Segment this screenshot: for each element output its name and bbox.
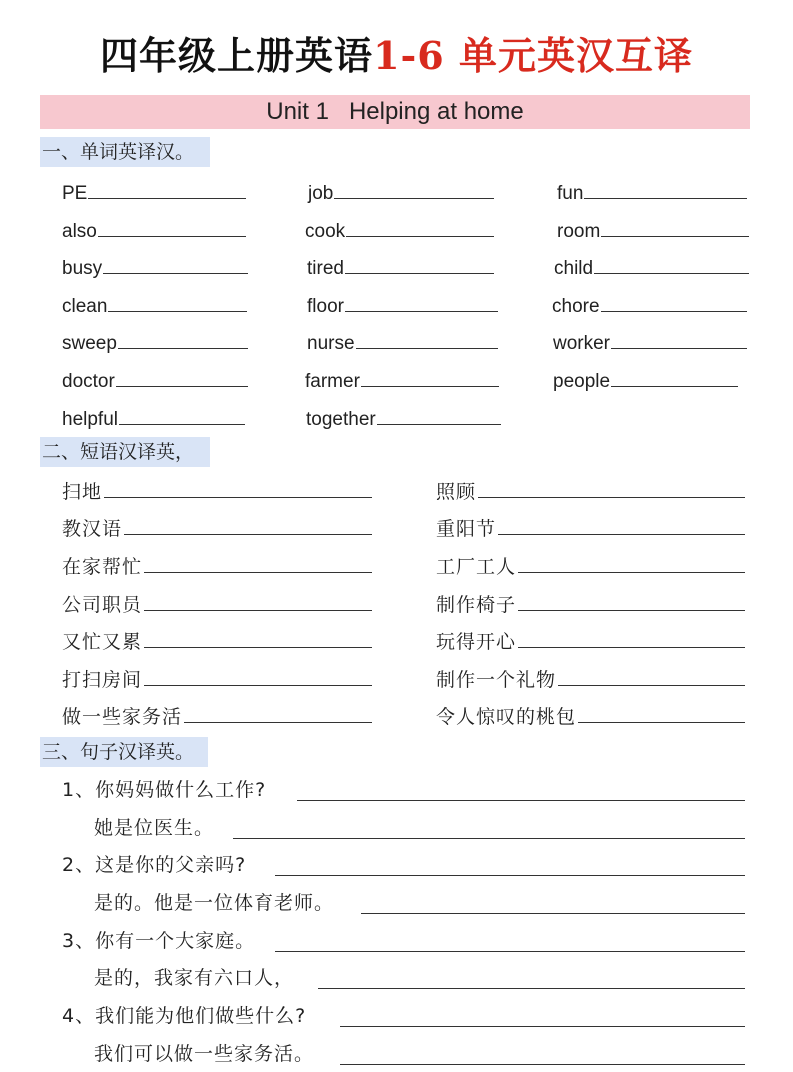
section-header-sentences: 三、句子汉译英。 <box>40 737 208 767</box>
phrase-label: 打扫房间 <box>62 669 143 691</box>
word-item <box>305 364 499 392</box>
phrase-item <box>62 700 372 730</box>
word-label: tired <box>307 258 344 279</box>
answer-line[interactable] <box>318 988 745 989</box>
word-label: sweep <box>62 333 117 354</box>
answer-blank[interactable] <box>584 176 747 199</box>
answer-blank[interactable] <box>478 475 745 498</box>
word-item <box>62 289 247 317</box>
phrase-item <box>62 512 372 542</box>
answer-blank[interactable] <box>104 475 372 498</box>
answer-blank[interactable] <box>184 700 372 723</box>
word-item <box>62 402 245 430</box>
word-item <box>62 364 248 392</box>
phrase-item <box>62 588 372 618</box>
word-item <box>62 214 246 242</box>
word-label: floor <box>307 296 344 317</box>
phrase-label: 制作一个礼物 <box>436 669 557 691</box>
answer-line[interactable] <box>297 800 745 801</box>
word-label: also <box>62 221 97 242</box>
word-item <box>308 176 494 204</box>
sentence-answer: 是的。他是一位体育老师。 <box>94 892 335 914</box>
word-label: nurse <box>307 333 355 354</box>
word-item <box>554 251 749 279</box>
answer-blank[interactable] <box>144 663 372 686</box>
phrase-item <box>436 550 745 580</box>
phrase-label: 又忙又累 <box>62 631 143 653</box>
answer-blank[interactable] <box>578 700 745 723</box>
word-label: helpful <box>62 409 118 430</box>
sentence-answer: 我们可以做一些家务活。 <box>94 1043 315 1065</box>
answer-blank[interactable] <box>377 402 501 425</box>
phrase-label: 教汉语 <box>62 518 123 540</box>
sentence-question: 3、你有一个大家庭。 <box>62 930 256 952</box>
word-item <box>557 176 747 204</box>
answer-blank[interactable] <box>144 550 372 573</box>
answer-blank[interactable] <box>334 176 494 199</box>
answer-blank[interactable] <box>518 588 745 611</box>
answer-blank[interactable] <box>518 550 745 573</box>
sentence-answer: 是的，我家有六口人， <box>94 967 295 989</box>
phrase-item <box>436 663 745 693</box>
answer-blank[interactable] <box>601 214 749 237</box>
phrase-label: 重阳节 <box>436 518 497 540</box>
sentence-answer: 她是位医生。 <box>94 817 215 839</box>
word-item <box>62 176 246 204</box>
word-item <box>553 326 747 354</box>
answer-blank[interactable] <box>518 625 745 648</box>
phrase-item <box>62 625 372 655</box>
word-label: job <box>308 183 334 204</box>
answer-blank[interactable] <box>361 364 499 387</box>
phrase-item <box>436 588 745 618</box>
answer-blank[interactable] <box>108 289 247 312</box>
word-label: doctor <box>62 371 115 392</box>
word-label: together <box>306 409 376 430</box>
word-label: fun <box>557 183 584 204</box>
answer-blank[interactable] <box>345 289 498 312</box>
word-label: PE <box>62 183 88 204</box>
word-label: child <box>554 258 594 279</box>
answer-line[interactable] <box>233 838 745 839</box>
word-label: worker <box>553 333 611 354</box>
page-title <box>0 30 793 82</box>
answer-line[interactable] <box>340 1026 745 1027</box>
word-label: people <box>553 371 611 392</box>
title-units: 1-6 单元英汉互译 <box>373 33 693 78</box>
phrase-label: 做一些家务活 <box>62 706 183 728</box>
word-item <box>307 289 498 317</box>
phrase-item <box>62 550 372 580</box>
word-label: clean <box>62 296 108 317</box>
phrase-label: 在家帮忙 <box>62 556 143 578</box>
phrase-item <box>436 700 745 730</box>
answer-blank[interactable] <box>124 512 372 535</box>
word-item <box>307 326 498 354</box>
answer-blank[interactable] <box>144 625 372 648</box>
title-grade: 四年级上册英语 <box>100 33 374 78</box>
word-label: room <box>557 221 601 242</box>
answer-blank[interactable] <box>346 214 494 237</box>
answer-blank[interactable] <box>356 326 498 349</box>
word-label: cook <box>305 221 346 242</box>
phrase-item <box>62 663 372 693</box>
phrase-item <box>436 512 745 542</box>
answer-line[interactable] <box>275 951 745 952</box>
phrase-label: 照顾 <box>436 481 477 503</box>
word-item <box>306 402 501 430</box>
word-item <box>62 326 248 354</box>
answer-blank[interactable] <box>345 251 494 274</box>
unit-banner: Unit 1 Helping at home <box>40 95 750 129</box>
phrase-item <box>62 475 372 505</box>
phrase-label: 工厂工人 <box>436 556 517 578</box>
answer-blank[interactable] <box>118 326 248 349</box>
section-header-words: 一、单词英译汉。 <box>40 137 210 167</box>
phrase-item <box>436 625 745 655</box>
word-item <box>552 289 747 317</box>
word-label: chore <box>552 296 600 317</box>
section-header-phrases: 二、短语汉译英， <box>40 437 210 467</box>
answer-blank[interactable] <box>116 364 248 387</box>
word-item <box>553 364 738 392</box>
answer-blank[interactable] <box>558 663 745 686</box>
sentence-question: 4、我们能为他们做些什么? <box>62 1005 307 1027</box>
answer-blank[interactable] <box>611 326 747 349</box>
phrase-label: 玩得开心 <box>436 631 517 653</box>
word-item <box>62 251 248 279</box>
answer-blank[interactable] <box>611 364 738 387</box>
word-item <box>305 214 494 242</box>
word-item <box>557 214 749 242</box>
answer-blank[interactable] <box>498 512 745 535</box>
phrase-label: 制作椅子 <box>436 594 517 616</box>
answer-blank[interactable] <box>119 402 245 425</box>
word-label: farmer <box>305 371 360 392</box>
answer-blank[interactable] <box>103 251 248 274</box>
sentence-question: 2、这是你的父亲吗? <box>62 854 247 876</box>
phrase-label: 公司职员 <box>62 594 143 616</box>
phrase-label: 扫地 <box>62 481 103 503</box>
answer-blank[interactable] <box>88 176 246 199</box>
phrase-label: 令人惊叹的桃包 <box>436 706 577 728</box>
answer-blank[interactable] <box>601 289 747 312</box>
answer-line[interactable] <box>361 913 745 914</box>
sentence-question: 1、你妈妈做什么工作? <box>62 779 267 801</box>
word-item <box>307 251 494 279</box>
answer-line[interactable] <box>340 1064 745 1065</box>
answer-blank[interactable] <box>594 251 749 274</box>
answer-blank[interactable] <box>144 588 372 611</box>
word-label: busy <box>62 258 103 279</box>
answer-blank[interactable] <box>98 214 246 237</box>
phrase-item <box>436 475 745 505</box>
answer-line[interactable] <box>275 875 745 876</box>
